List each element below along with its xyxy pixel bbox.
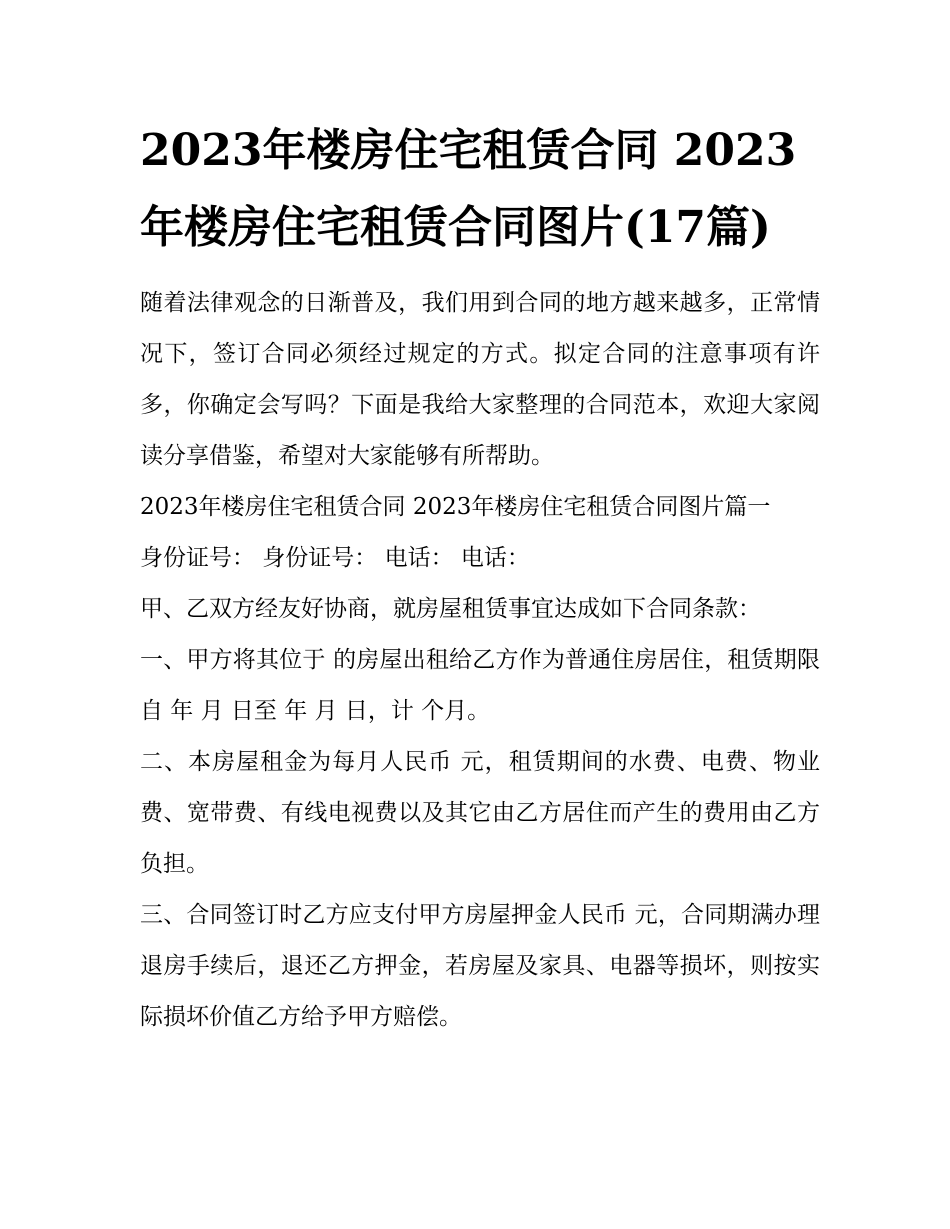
paragraph-intro: 随着法律观念的日渐普及，我们用到合同的地方越来越多，正常情况下，签订合同必须经过规定的方式。拟定合同的注意事项有许多，你确定会写吗？下面是我给大家整理的合同范本，欢迎大家阅读分享借鉴，希望对大家能够有所帮助。 [140,290,820,469]
paragraph-clause-2: 二、本房屋租金为每月人民币 元，租赁期间的水费、电费、物业费、宽带费、有线电视费以及其它由乙方居住而产生的费用由乙方负担。 [140,749,820,877]
paragraph-clause-3: 三、合同签订时乙方应支付甲方房屋押金人民币 元，合同期满办理退房手续后，退还乙方押金，若房屋及家具、电器等损坏，则按实际损坏价值乙方给予甲方赔偿。 [140,902,820,1030]
paragraph-id-phone: 身份证号： 身份证号： 电话： 电话： [140,545,530,571]
paragraph-section-heading: 2023年楼房住宅租赁合同 2023年楼房住宅租赁合同图片篇一 [140,494,771,520]
document-title: 2023年楼房住宅租赁合同 2023年楼房住宅租赁合同图片(17篇) [140,125,797,253]
paragraph-clause-1: 一、甲方将其位于 的房屋出租给乙方作为普通住房居住，租赁期限自 年 月 日至 年 月 日，计 个月。 [140,647,820,724]
document-page [140,112,820,1043]
paragraph-agreement: 甲、乙双方经友好协商，就房屋租赁事宜达成如下合同条款： [140,596,761,622]
